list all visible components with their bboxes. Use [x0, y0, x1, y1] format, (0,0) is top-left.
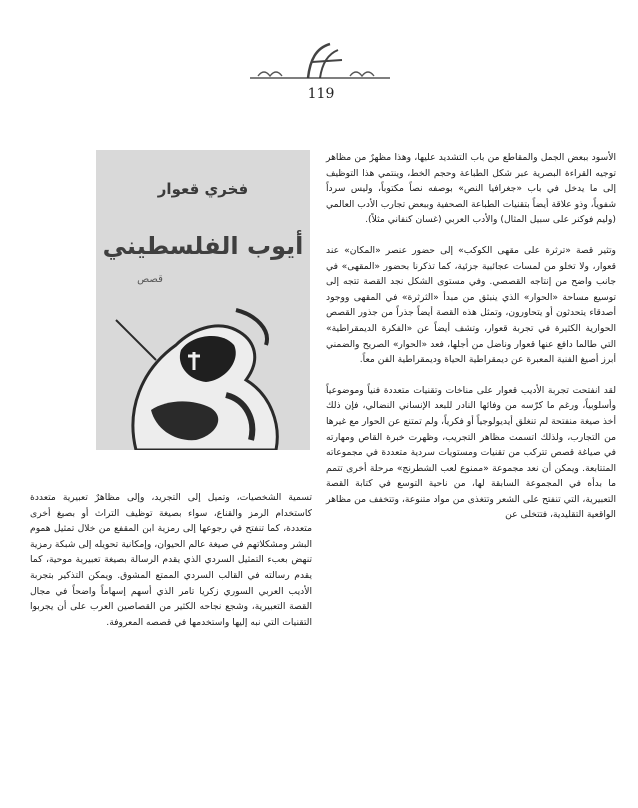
page-header	[0, 0, 638, 110]
cover-title: أيوب الفلسطيني	[102, 232, 304, 260]
left-text-column	[30, 490, 312, 645]
right-text-column	[326, 150, 616, 538]
book-cover-image	[96, 150, 310, 450]
paragraph: لقد انفتحت تجربة الأديب قعوار على مناخات وتقنيات متعددة فنياً وموضوعياً وأسلوبياً، ورغم ما كرّسه من وفائها النادر للبعد الإنساني النضالي، فإن ذلك أخذ صيغة منفتحة لم تنغلق أيديولوجياً أو فكرياً، ولم تمتنع عن الحوار مع غيرها من التجارب، ولذلك اتسمت مظاهر التجريب، وظهرت خبرة القاص ومهارته في صياغة قصص تتركب من تقنيات ومستويات سردية متعددة في مجموعاته المتتابعة. ويمكن أن نعد مجموعة «ممنوع لعب الشطرنج» مرحلة أخرى تتمم ما بدأه في المجموعة السابقة لها، من ناحية التوسع في كتابة القصة التعبيرية، التي تنفتح على الشعر وتتغذى من مواد متنوعة، وتتخفف من مظاهر الواقعية التقليدية، فتتخلى عن	[326, 384, 617, 521]
paragraph: تسمية الشخصيات، وتميل إلى التجريد، وإلى مظاهرٌ تعبيرية متعددة كاستخدام الرمز والقناع، سواء بصيغة توظيف التراث أو بصيغ أخرى متعددة، كما تنفتح في رجوعها إلى رمزية ابن المقفع من خلال تمثيل هموم البشر ومشكلاتهم في صيغة عالم الحيوان، وإمكانية تحويله إلى شبكة رمزية تنهض بعبء التمثيل السردي الذي يقدم الرسالة بصيغة تعبيرية موحية، كما يقدم رسالته في القالب السردي الممتع المشوق. ويمكن التذكير بتجربة الأديب العربي السوري زكريا تامر الذي أسهم إسهاماً واضحاً في مجال القصة التعبيرية، وشجع نجاحه الكثير من القصاصين العرب على أن يجربوا التقنيات التي نبه إليها واستخدمها في قصصه المعروفة.	[30, 492, 313, 628]
cover-author: فخري قعوار	[157, 180, 249, 198]
journal-logo	[250, 40, 390, 82]
cover-subtitle: قصص	[137, 274, 163, 285]
page-number: 119	[307, 86, 335, 102]
cover-illustration	[96, 300, 310, 450]
paragraph: الأسود ببعض الجمل والمقاطع من باب التشديد عليها، وهذا مظهرٌ من مظاهر توجيه القراءة البصرية عبر شكل الطباعة وحجم الخط، وينتمي هذا التوظيف إلى ما يدخل في باب «جغرافيا النص» بوصفه نصاً مكتوباً، وليس سرداً شفوياً، وذو علاقة أيضاً بتقنيات الطباعة الصحفية وببعض تجارب الأدب العالمي (وليم فوكنر على سبيل المثال) والأدب العربي (غسان كنفاني مثلاً).	[326, 152, 617, 226]
paragraph: وتثير قصة «ترثرة على مقهى الكوكب» إلى حضور عنصر «المكان» عند قعوار، ولا تخلو من لمسات عجائبية جزئية، كما تذكرنا بحضور «المقهى» في جانب واضح من إنتاجه القصصي. وفي مستوى الشكل نجد القصة تتجه إلى توسيع مساحة «الحوار» الذي ينبثق من مبدأ «الثرثرة» في المقهى ووجود أصدقاء يتحدثون أو يتحاورون، وتمثل هذه القصة أيضاً جذراً من جذور القصص الحوارية الكثيرة في تجربة قعوار، وتشف أيضاً عن «الفكرة الديمقراطية» التي طالما دافع عنها قعوار وناضل من أجلها، فعد «الحوار» الصريح والضمني أبرز أصيغ الفنية المعبرة عن ديمقراطية الحياة وديمقراطية الفن معاً.	[326, 244, 617, 366]
